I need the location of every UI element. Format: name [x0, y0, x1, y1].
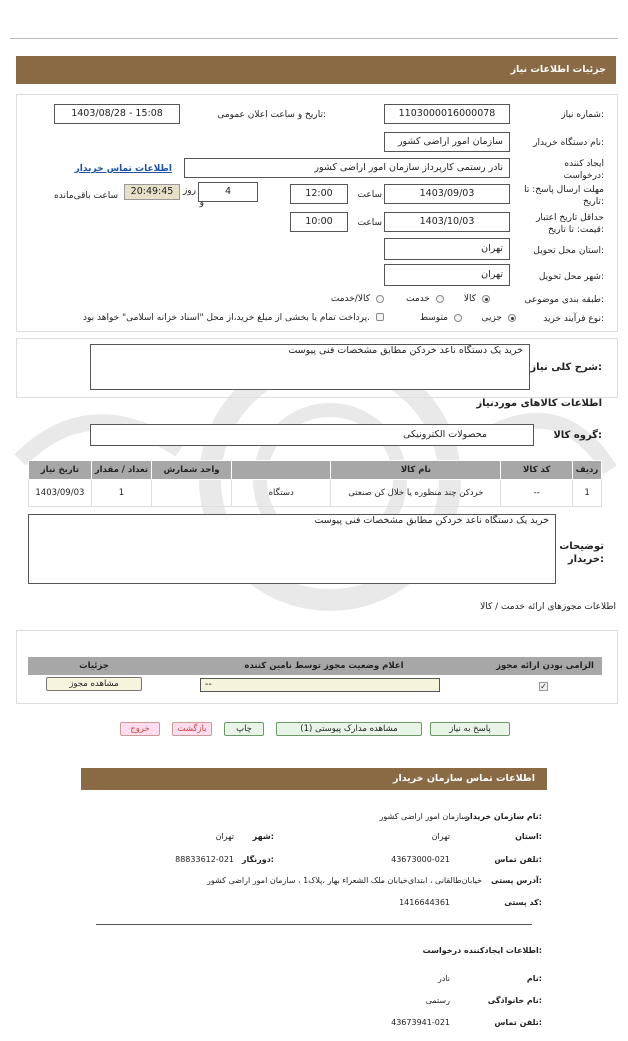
cell-blank	[152, 480, 232, 507]
city-field: تهران	[384, 264, 510, 286]
buyer-notes-text: خرید یک دستگاه ناعد خردکن مطابق مشخصات فنی پیوست	[28, 514, 556, 584]
goods-group-field: محصولات الکترونیکی	[90, 424, 534, 446]
reply-button[interactable]: پاسخ به نیاز	[430, 722, 510, 736]
cell-date: 1403/09/03	[29, 480, 92, 507]
attachments-button[interactable]: مشاهده مدارک پیوستی (1)	[276, 722, 422, 736]
permits-col-required: الزامی بودن ارائه مجوز	[496, 661, 594, 671]
col-index: ردیف	[573, 461, 602, 480]
description-label: شرح کلی نیاز:	[530, 362, 602, 373]
requester-first-name-value: نادر	[437, 974, 450, 983]
category-option-goods: کالا	[463, 294, 476, 304]
permits-title: اطلاعات مجوزهای ارائه خدمت / کالا	[480, 602, 616, 612]
contact-fax-value: 88833612-021	[175, 855, 234, 864]
contact-province-value: تهران	[431, 832, 450, 841]
requester-last-name-value: رستمی	[425, 996, 450, 1005]
col-qty: تعداد / مقدار	[91, 461, 151, 480]
buyer-org-label: نام دستگاه خریدار:	[533, 138, 604, 148]
need-number-field: 1103000016000078	[384, 104, 510, 124]
validity-label: حداقل تاریخ اعتبار قیمت: تا تاریخ:	[536, 213, 604, 235]
buyer-notes-label: توضیحات خریدار:	[559, 541, 604, 565]
contact-org-value: سازمان امور اراضی کشور	[379, 812, 468, 821]
permits-col-details: جزئیات	[79, 661, 109, 671]
contact-province-label: استان:	[515, 832, 542, 841]
announce-field: 1403/08/28 - 15:08	[54, 104, 180, 124]
contact-address-value: خیابان‌طالقانی ، ابتدای‌خیابان ملک الشعراء بهار ،پلاک1 ، سازمان امور اراضی کشور	[206, 876, 482, 885]
print-button[interactable]: چاپ	[224, 722, 264, 736]
page-title: جزئیات اطلاعات نیاز	[510, 64, 606, 75]
top-divider	[10, 38, 618, 39]
col-need-date: تاریخ نیاز	[29, 461, 92, 480]
process-radio-medium[interactable]	[454, 314, 462, 322]
contact-header	[81, 768, 547, 790]
requester-phone-value: 43673941-021	[391, 1018, 450, 1027]
page-header	[16, 56, 616, 84]
permit-required-checkbox	[539, 682, 548, 691]
goods-group-label: گروه کالا:	[553, 430, 602, 441]
permits-col-status: اعلام وضعیت مجوز توسط نامین کننده	[244, 661, 404, 671]
contact-postal-value: 1416644361	[399, 898, 450, 907]
province-label: استان محل تحویل:	[533, 246, 604, 256]
col-code: کد کالا	[501, 461, 573, 480]
deadline-time-field: 12:00	[290, 184, 348, 204]
goods-title: اطلاعات کالاهای موردنیاز	[476, 398, 602, 409]
contact-org-label: نام سازمان خریدار:	[465, 812, 542, 821]
process-option-minor: جزیی	[481, 313, 502, 323]
cell-index: 1	[573, 480, 602, 507]
remaining-time-field: 20:49:45	[124, 184, 180, 200]
cell-qty: 1	[91, 480, 151, 507]
contact-city-value: تهران	[215, 832, 234, 841]
treasury-payment-note: پرداخت تمام یا بخشی از مبلغ خرید،از محل "اسناد خزانه اسلامی" خواهد بود.	[82, 313, 370, 323]
contact-title: اطلاعات تماس سازمان خریدار	[392, 773, 535, 784]
permit-status-field: --	[200, 678, 440, 692]
contact-info-link[interactable]: اطلاعات تماس خریدار	[74, 164, 172, 174]
requester-info-title: اطلاعات ایجادکننده درخواست:	[422, 946, 542, 955]
col-unit2	[231, 461, 330, 480]
cell-unit: دستگاه	[231, 480, 330, 507]
category-option-service: خدمت	[406, 294, 430, 304]
col-unit: واحد شمارش	[152, 461, 232, 480]
province-field: تهران	[384, 238, 510, 260]
category-radio-service[interactable]	[436, 295, 444, 303]
validity-time-label: ساعت	[357, 218, 382, 228]
contact-fax-label: دورنگار:	[241, 855, 274, 864]
category-label: طبقه بندی موضوعی:	[524, 295, 604, 305]
table-row	[29, 480, 602, 507]
contact-phone-label: تلفن تماس:	[494, 855, 542, 864]
requester-label: ایجاد کننده درخواست:	[563, 159, 604, 181]
validity-time-field: 10:00	[290, 212, 348, 232]
view-permit-button[interactable]: مشاهده مجوز	[46, 677, 142, 691]
deadline-label: مهلت ارسال پاسخ: تا تاریخ:	[524, 185, 604, 207]
category-radio-goods[interactable]	[482, 295, 490, 303]
description-text: خرید یک دستگاه ناعد خردکن مطابق مشخصات فنی پیوست	[90, 344, 530, 390]
process-label: نوع فرآیند خرید:	[543, 314, 604, 324]
contact-city-label: شهر:	[252, 832, 274, 841]
category-radio-goods-service[interactable]	[376, 295, 384, 303]
city-label: شهر محل تحویل:	[538, 272, 604, 282]
process-option-medium: متوسط	[419, 313, 448, 323]
days-label: روز	[182, 186, 196, 196]
deadline-date-field: 1403/09/03	[384, 184, 510, 204]
remaining-label: ساعت باقی‌مانده	[54, 191, 118, 201]
contact-address-label: آدرس پستی:	[491, 876, 542, 885]
contact-postal-label: کد پستی:	[504, 898, 542, 907]
cell-code: --	[501, 480, 573, 507]
category-option-goods-service: کالا/خدمت	[330, 294, 370, 304]
requester-phone-label: تلفن تماس:	[494, 1018, 542, 1027]
check-icon: ✓	[540, 682, 547, 691]
and-label: و	[199, 198, 204, 208]
process-radio-minor[interactable]	[508, 314, 516, 322]
deadline-time-label: ساعت	[357, 190, 382, 200]
days-field: 4	[198, 182, 258, 202]
exit-button[interactable]: خروج	[120, 722, 160, 736]
requester-last-name-label: نام خانوادگی:	[487, 996, 542, 1005]
col-name: نام کالا	[331, 461, 501, 480]
buyer-org-field: سازمان امور اراضی کشور	[384, 132, 510, 152]
contact-phone-value: 43673000-021	[391, 855, 450, 864]
requester-field: نادر رستمی کارپرداز سازمان امور اراضی کشور	[184, 158, 510, 178]
contact-divider	[96, 924, 532, 925]
announce-label: تاریخ و ساعت اعلان عمومی:	[217, 110, 326, 120]
requester-first-name-label: نام:	[526, 974, 542, 983]
goods-table	[28, 460, 602, 507]
validity-date-field: 1403/10/03	[384, 212, 510, 232]
need-number-label: شماره نیاز:	[561, 110, 604, 120]
treasury-payment-checkbox[interactable]	[376, 313, 384, 321]
cell-name: خردکن چند منظوره یا خلال کن صنعتی	[331, 480, 501, 507]
back-button[interactable]: بازگشت	[172, 722, 212, 736]
